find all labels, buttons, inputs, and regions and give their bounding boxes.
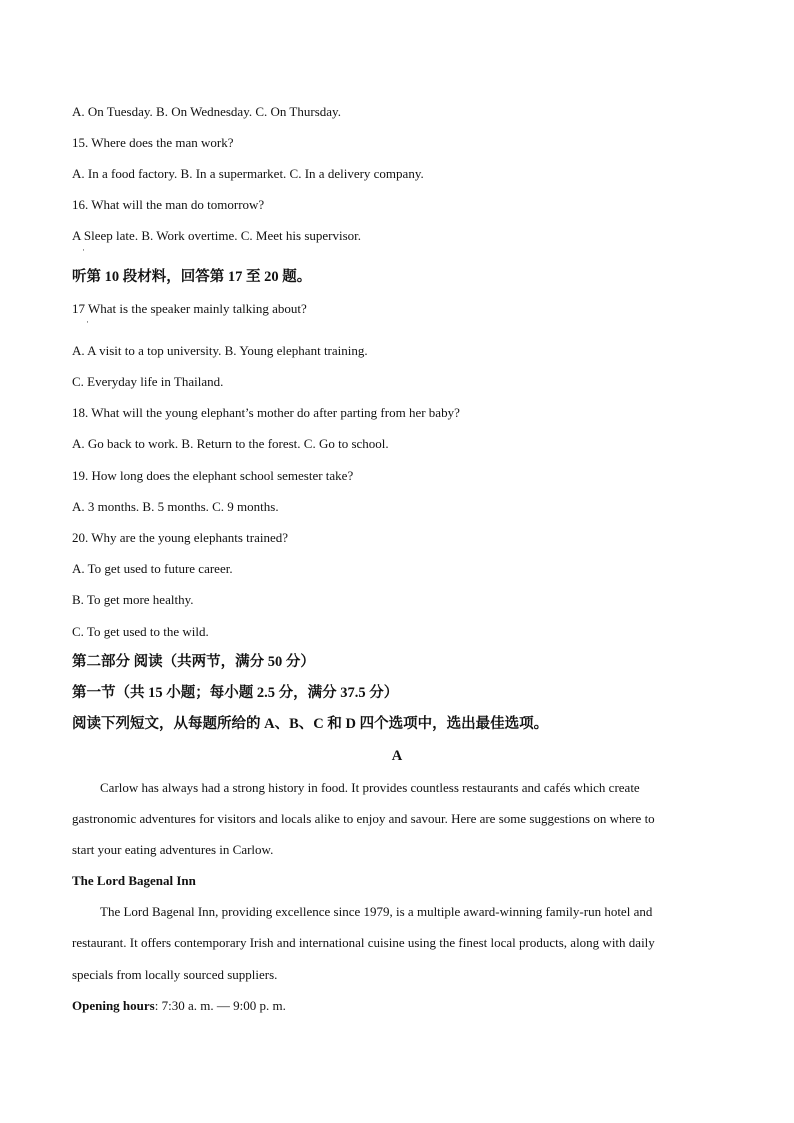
opening-hours [72,997,286,1015]
q20-option-a: A. To get used to future career. [72,561,233,576]
q18-question: 18. What will the young elephant’s mother do after parting from her baby? [72,405,460,420]
passage-label: A [391,748,403,764]
reading-instruction: 阅读下列短文，从每题所给的 A、B、C 和 D 四个选项中，选出最佳选项。 [72,716,549,732]
q15-question: 15. Where does the man work? [72,135,234,150]
q16-options: A Sleep late. B. Work overtime. C. Meet his supervisor. [72,228,362,243]
hours-label: Opening hours [72,998,155,1013]
q19-question: 19. How long does the elephant school semester take? [72,468,354,483]
q20-question: 20. Why are the young elephants trained? [72,530,288,545]
q15-options: A. In a food factory. B. In a supermarket. C. In a delivery company. [72,166,424,181]
intro-line-2: gastronomic adventures for visitors and locals alike to enjoy and savour. Here are some suggestions on where to [72,811,655,826]
q16-question: 16. What will the man do tomorrow? [72,197,265,212]
reading-part-heading: 第二部分 阅读（共两节，满分 50 分） [72,654,315,670]
reading-section-heading: 第一节（共 15 小题；每小题 2.5 分，满分 37.5 分） [72,685,399,701]
q17-options-ab: A. A visit to a top university. B. Young elephant training. [72,343,368,358]
q19-options: A. 3 months. B. 5 months. C. 9 months. [72,499,279,514]
q17-option-c: C. Everyday life in Thailand. [72,374,224,389]
q18-options: A. Go back to work. B. Return to the forest. C. Go to school. [72,436,389,451]
intro-line-3: start your eating adventures in Carlow. [72,842,274,857]
venue-line-3: specials from locally sourced suppliers. [72,967,278,982]
dot-mark: · [86,317,89,327]
hours-value: : 7:30 a. m. — 9:00 p. m. [154,998,286,1013]
q20-option-c: C. To get used to the wild. [72,624,209,639]
intro-line-1: Carlow has always had a strong history in food. It provides countless restaurants and cafés which create [100,780,640,795]
q17-question: 17 What is the speaker mainly talking about? [72,301,307,316]
venue-line-1: The Lord Bagenal Inn, providing excellence since 1979, is a multiple award-winning family-run hotel and [100,904,653,919]
q20-option-b: B. To get more healthy. [72,592,194,607]
section10-heading: 听第 10 段材料，回答第 17 至 20 题。 [72,269,312,285]
dot-mark: · [82,245,85,255]
venue-title: The Lord Bagenal Inn [72,873,196,888]
venue-line-2: restaurant. It offers contemporary Irish and international cuisine using the finest local products, along with daily [72,935,655,950]
q14-options: A. On Tuesday. B. On Wednesday. C. On Thursday. [72,104,341,119]
